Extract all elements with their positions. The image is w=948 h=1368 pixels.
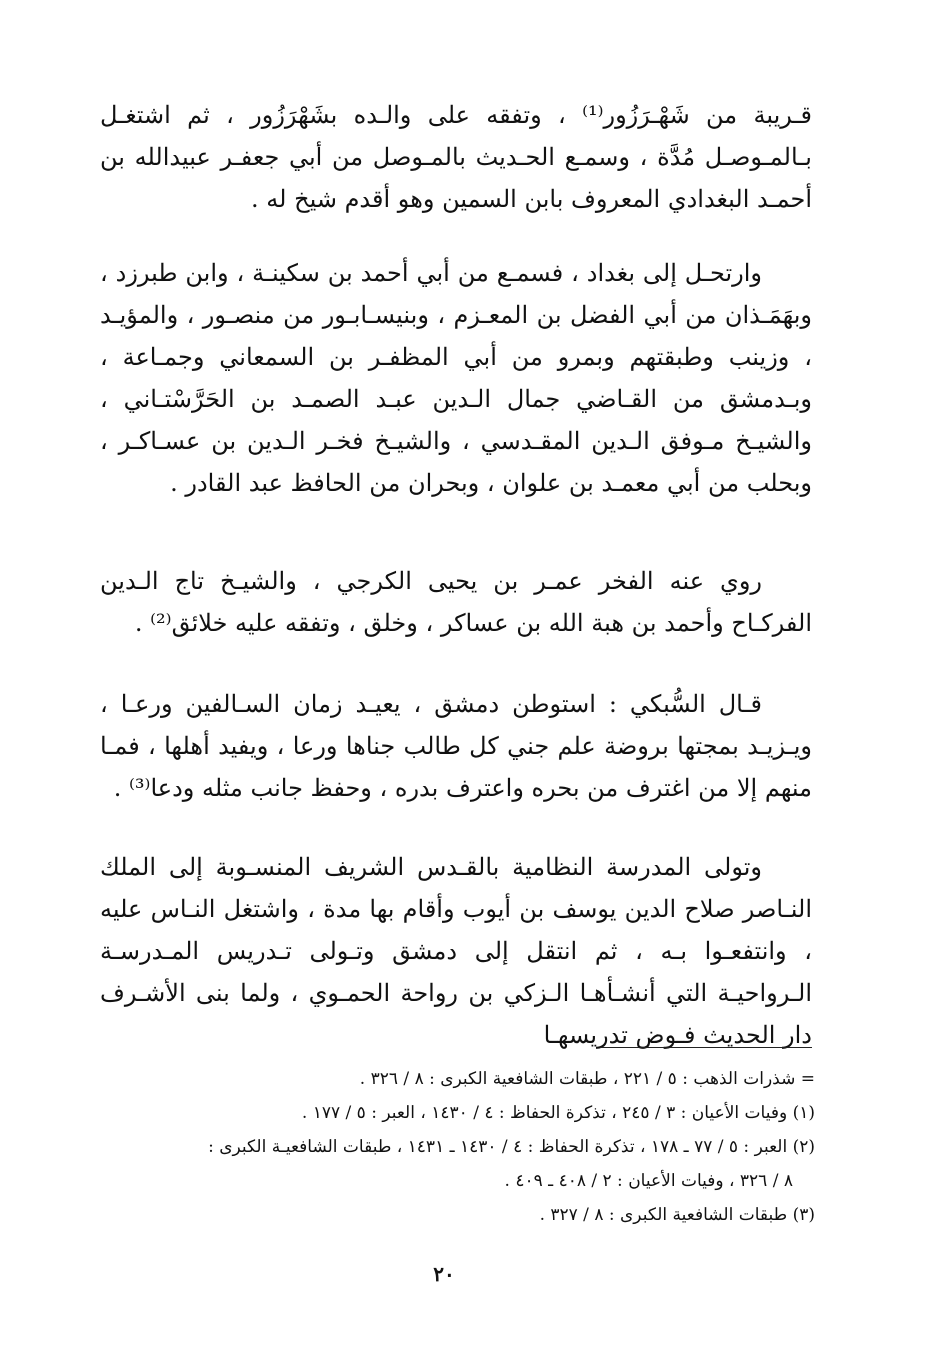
paragraph-5 <box>100 846 812 1056</box>
paragraph-2-text: وارتحـل إلى بغداد ، فسمـع من أبي أحمد بن سكينـة ، وابن طبرزد ، وبهَمَـذان من أبي الفضل بن المعـزم ، وبنيسـابـور من منصـور ، والمؤيـد ، وزينب وطبقتهم وبمرو من أبي المظفـر بن السمعاني وجمـاعة ، وبـدمشق من القـاضي جمال الـدين عبـد الصمـد بن الحَرَّسْتـاني ، والشيـخ مـوفق الـدين المقـدسي ، والشيـخ فخـر الـدين بن عسـاكـر ، وبحلب من أبي معمـد بن علوان ، وبحران من الحافظ عبد القادر . <box>100 259 813 497</box>
paragraph-1-text: قـريبة من شَهْـرَزُور⁽¹⁾ ، وتفقه على والـده بشَهْرَزُور ، ثم اشتغـل بـالمـوصـل مُدَّة ، وسمـع الحـديث بالمـوصل من أبي جعفـر عبيدالله بن أحمـد البغدادي المعروف بابن السمين وهو أقدم شيخ له . <box>100 101 813 213</box>
paragraph-5-text: وتولى المدرسة النظامية بالقـدس الشريف المنسـوبة إلى الملك النـاصر صلاح الدين يوسف بن أيوب وأقام بها مدة ، واشتغل النـاس عليه ، وانتفعـوا بـه ، ثم انتقل إلى دمشق وتـولى تـدريس المـدرسـة الـرواحيـة التي أنشـأهـا الـزكي بن رواحة الحمـوي ، ولما بنى الأشـرف دار الحديث فـوض تدريسهـا <box>100 853 812 1049</box>
paragraph-3 <box>100 560 812 644</box>
paragraph-4-text: قـال السُّبكي : استوطن دمشق ، يعيـد زمان السـالفين ورعـا ، ويـزيـد بمجتها بروضة علم جني كل طالب جناها ورعا ، ويفيد أهلها ، فمـا منهم إلا من اغترف من بحره واعترف بدره ، وحفظ جانب مثله ودعا⁽³⁾ . <box>100 690 812 802</box>
footnote-2: (٢) العبر : ٥ / ٧٧ ـ ١٧٨ ، تذكرة الحفاظ : ٤ / ١٤٣٠ ـ ١٤٣١ ، طبقات الشافعيـة الكبرى : <box>208 1137 815 1157</box>
paragraph-4 <box>100 683 812 809</box>
footnote-continuation: = شذرات الذهب : ٥ / ٢٢١ ، طبقات الشافعية الكبرى : ٨ / ٣٢٦ . <box>359 1069 815 1089</box>
paragraph-1 <box>100 94 812 220</box>
footnote-3: (٣) طبقات الشافعية الكبرى : ٨ / ٣٢٧ . <box>539 1205 815 1225</box>
page-number: ٢٠ <box>433 1262 455 1286</box>
footnote-separator <box>600 1047 812 1048</box>
paragraph-3-text: روي عنه الفخر عمـر بن يحيى الكرجي ، والشيـخ تاج الـدين الفركـاح وأحمد بن هبة الله بن عساكر ، وخلق ، وتفقه عليه خلائق⁽²⁾ . <box>100 567 812 637</box>
footnotes <box>120 1062 815 1232</box>
paragraph-2 <box>100 252 812 504</box>
footnote-2-continued: ٨ / ٣٢٦ ، وفيات الأعيان : ٢ / ٤٠٨ ـ ٤٠٩ . <box>504 1171 793 1191</box>
footnote-1: (١) وفيات الأعيان : ٣ / ٢٤٥ ، تذكرة الحفاظ : ٤ / ١٤٣٠ ، العبر : ٥ / ١٧٧ . <box>301 1103 815 1123</box>
